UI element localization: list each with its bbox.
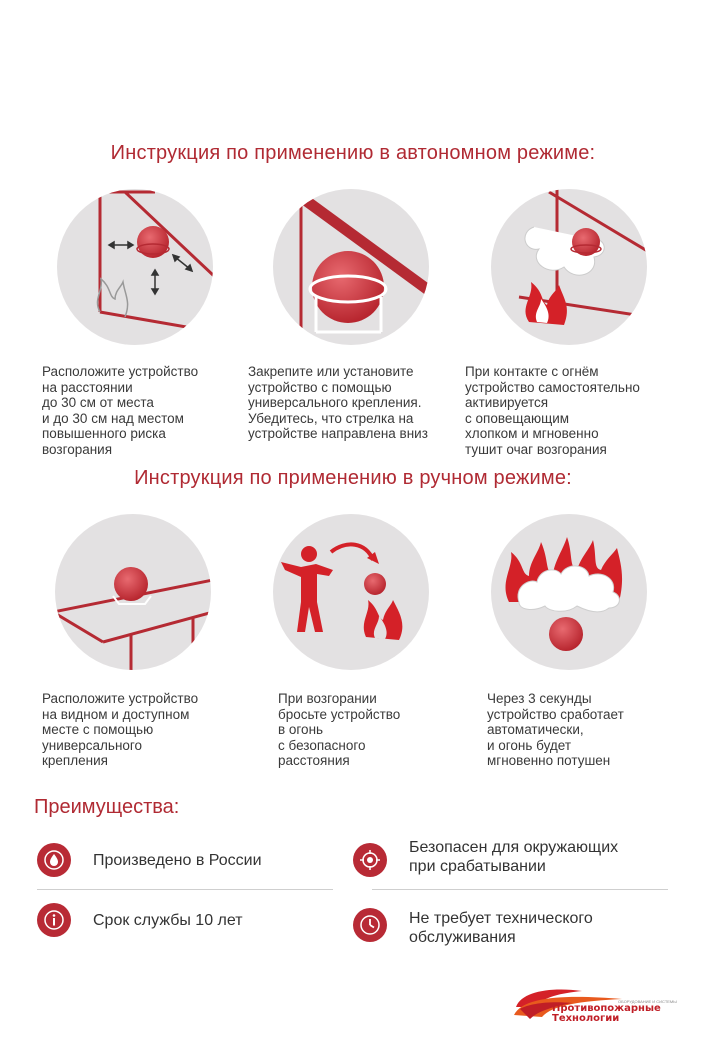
advantages-title: Преимущества: — [34, 796, 180, 818]
fire-extinguished-icon — [489, 512, 649, 672]
device-activation-icon — [489, 187, 649, 347]
ceiling-corner-device-icon — [55, 187, 215, 347]
step-caption-manual-3: Через 3 секунды устройство сработает автоматически, и огонь будет мгновенно потушен — [487, 691, 624, 768]
logo-tagline: ОБОРУДОВАНИЕ И СИСТЕМЫ — [618, 999, 677, 1004]
advantage-item-safe — [353, 839, 619, 877]
target-icon — [353, 843, 387, 877]
advantage-divider-left — [37, 889, 333, 890]
advantage-item-no-maintenance — [353, 903, 593, 947]
info-icon — [37, 903, 71, 937]
advantage-text: Не требует технического обслуживания — [409, 910, 593, 946]
step-illustration-auto-1 — [55, 187, 215, 347]
step-caption-auto-3: При контакте с огнём устройство самостоятельно активируется с оповещающим хлопком и мгновенно тушит очаг возгорания — [465, 364, 640, 457]
advantage-divider-right — [372, 889, 668, 890]
step-caption-auto-1: Расположите устройство на расстоянии до 30 см от места и до 30 см над местом повышенного риска возгорания — [42, 364, 199, 457]
advantage-text: Безопасен для окружающих при срабатывании — [409, 839, 619, 875]
logo-name: Противопожарные Технологии — [552, 1003, 661, 1024]
advantage-text: Срок службы 10 лет — [93, 911, 243, 929]
advantage-text: Произведено в России — [93, 851, 262, 869]
section-title-manual: Инструкция по применению в ручном режиме: — [134, 467, 572, 489]
mounted-device-icon — [271, 187, 431, 347]
throw-device-icon — [271, 512, 431, 672]
clock-icon — [353, 908, 387, 942]
step-illustration-auto-3 — [489, 187, 649, 347]
step-illustration-manual-2 — [271, 512, 431, 672]
step-illustration-auto-2 — [271, 187, 431, 347]
section-title-autonomous: Инструкция по применению в автономном режиме: — [110, 142, 596, 164]
step-caption-manual-1: Расположите устройство на видном и доступном месте с помощью универсального крепления — [42, 691, 199, 768]
step-caption-manual-2: При возгорании бросьте устройство в огонь с безопасного расстояния — [278, 691, 401, 768]
device-on-shelf-icon — [53, 512, 213, 672]
drop-icon — [37, 843, 71, 877]
step-caption-auto-2: Закрепите или установите устройство с помощью универсального крепления. Убедитесь, что стрелка на устройстве направлена вниз — [248, 364, 428, 441]
advantage-item-made-in-russia — [37, 843, 262, 877]
step-illustration-manual-1 — [53, 512, 213, 672]
advantage-item-service-life — [37, 903, 243, 937]
step-illustration-manual-3 — [489, 512, 649, 672]
